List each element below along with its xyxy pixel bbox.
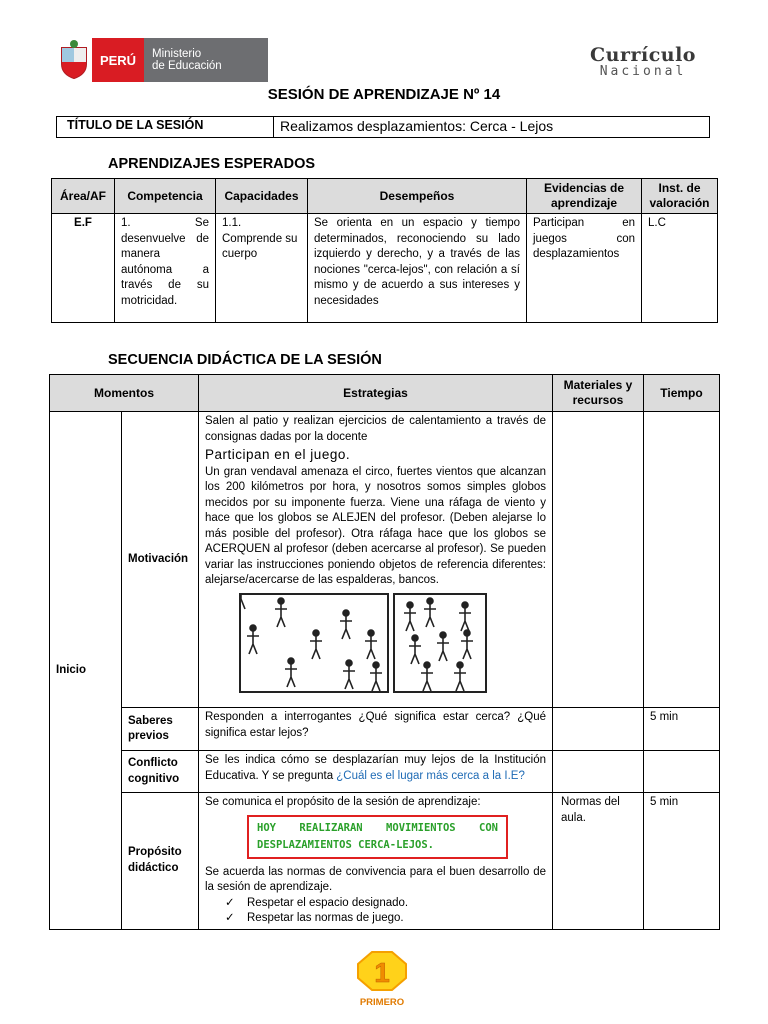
conflicto-text: Se les indica cómo se desplazarían muy lejos de la Institución Educativa. Y se pregunta — [205, 754, 546, 782]
header-area: Área/AF — [52, 179, 115, 214]
proposito-box: HOY REALIZARAN MOVIMIENTOS CON DESPLAZAMIENTOS CERCA-LEJOS. — [247, 815, 508, 859]
check-item-1-label: Respetar el espacio designado. — [247, 896, 409, 909]
header-capacidades: Capacidades — [216, 179, 308, 214]
cell-evidencias: Participan en juegos con desplazamientos — [527, 214, 642, 323]
aprendizajes-heading: APRENDIZAJES ESPERADOS — [108, 156, 316, 172]
badge-number: 1 — [374, 957, 390, 988]
row-motivacion — [50, 412, 720, 708]
game-illustrations — [205, 589, 546, 697]
header-competencia: Competencia — [115, 179, 216, 214]
cell-motivacion-label: Motivación — [122, 412, 199, 708]
curriculo-nacional-logo — [588, 44, 698, 79]
minedu-logo — [56, 38, 268, 82]
header-estrategias: Estrategias — [199, 375, 553, 412]
motivacion-p3: Un gran vendaval amenaza el circo, fuertes vientos que alcanzan los 200 kilómetros por hora, y nosotros somos simples globos mecidos por su imponente fuerza. Viene una ráfaga de viento y hace que los globos se ALEJEN del profesor. (Deben alejarse lo más posible del profesor). Otra ráfaga hace que los globos se ACERQUEN al profesor (deben acercarse al profesor). Se pueden variar las instrucciones poniendo objetos de referencia diferentes: alejarse/acercarse de las espalderas, bancos. — [205, 465, 546, 586]
curriculo-label: Currículo — [590, 44, 696, 66]
aprendizajes-table — [51, 178, 718, 323]
aprendizajes-row — [52, 214, 718, 323]
cell-proposito-label: Propósito didáctico — [122, 793, 199, 930]
cell-conflicto-materiales — [553, 751, 644, 793]
ministerio-label — [144, 38, 268, 82]
motivacion-p2: Participan en el juego. — [205, 447, 351, 462]
cell-capacidades: 1.1. Comprende su cuerpo — [216, 214, 308, 323]
cell-proposito-tiempo: 5 min — [644, 793, 720, 930]
aprendizajes-header-row — [52, 179, 718, 214]
check-item-2 — [205, 911, 546, 927]
page-title: SESIÓN DE APRENDIZAJE Nº 14 — [267, 86, 501, 103]
octagon-badge-icon — [356, 950, 408, 992]
cell-desempenos: Se orienta en un espacio y tiempo determinados, reconociendo su lado izquierdo y derecho, y a través de las nociones "cerca-lejos", con relación a sí mismo y de acuerdo a sus intereses y necesidades — [308, 214, 527, 323]
row-conflicto — [50, 751, 720, 793]
row-proposito — [50, 793, 720, 930]
proposito-p1: Se comunica el propósito de la sesión de aprendizaje: — [205, 796, 481, 808]
cell-proposito — [199, 793, 553, 930]
cell-conflicto-label: Conflicto cognitivo — [122, 751, 199, 793]
header-instrumento: Inst. de valoración — [642, 179, 718, 214]
session-title-value: Realizamos desplazamientos: Cerca - Lejos — [280, 118, 554, 134]
secuencia-header-row — [50, 375, 720, 412]
cell-saberes-label: Saberes previos — [122, 708, 199, 751]
header-desempenos: Desempeños — [308, 179, 527, 214]
cell-motivacion-tiempo — [644, 412, 720, 708]
cell-saberes-materiales — [553, 708, 644, 751]
cell-proposito-materiales: Normas del aula. — [553, 793, 644, 930]
coat-of-arms-icon — [56, 38, 92, 82]
secuencia-heading: SECUENCIA DIDÁCTICA DE LA SESIÓN — [108, 352, 382, 368]
badge-label: PRIMERO — [359, 997, 405, 1008]
cell-conflicto-tiempo — [644, 751, 720, 793]
cell-motivacion — [199, 412, 553, 708]
row-saberes — [50, 708, 720, 751]
cell-conflicto — [199, 751, 553, 793]
cell-competencia: 1. Se desenvuelve de manera autónoma a través de su motricidad. — [115, 214, 216, 323]
conflicto-question: ¿Cuál es el lugar más cerca a la I.E? — [336, 769, 525, 782]
cell-inicio: Inicio — [50, 412, 122, 930]
header-evidencias: Evidencias de aprendizaje — [527, 179, 642, 214]
cell-saberes: Responden a interrogantes ¿Qué significa estar cerca? ¿Qué significa estar lejos? — [199, 708, 553, 751]
cell-instrumento: L.C — [642, 214, 718, 323]
game-illustration-dispersed — [239, 593, 389, 693]
header-momentos: Momentos — [50, 375, 199, 412]
cell-saberes-tiempo: 5 min — [644, 708, 720, 751]
grade-badge — [356, 950, 408, 1006]
peru-label: PERÚ — [92, 38, 144, 82]
nacional-label: Nacional — [599, 64, 687, 79]
session-title-box — [56, 116, 710, 138]
motivacion-p1: Salen al patio y realizan ejercicios de calentamiento a través de consignas dadas por la docente — [205, 415, 546, 443]
check-item-2-label: Respetar las normas de juego. — [247, 912, 404, 924]
check-icon: ✓ — [225, 912, 235, 924]
secuencia-table — [49, 374, 720, 930]
check-item-1 — [205, 896, 546, 912]
header-materiales: Materiales y recursos — [553, 375, 644, 412]
game-illustration-grouped — [393, 593, 487, 693]
ministerio-line-2: de Educación — [152, 60, 222, 72]
cell-motivacion-materiales — [553, 412, 644, 708]
check-icon: ✓ — [225, 896, 235, 909]
cell-area: E.F — [52, 214, 115, 323]
session-title-label: TÍTULO DE LA SESIÓN — [57, 117, 274, 137]
proposito-p2: Se acuerda las normas de convivencia para el buen desarrollo de la sesión de aprendizaje. — [205, 865, 546, 893]
header-tiempo: Tiempo — [644, 375, 720, 412]
ministerio-line-1: Ministerio — [152, 48, 202, 60]
